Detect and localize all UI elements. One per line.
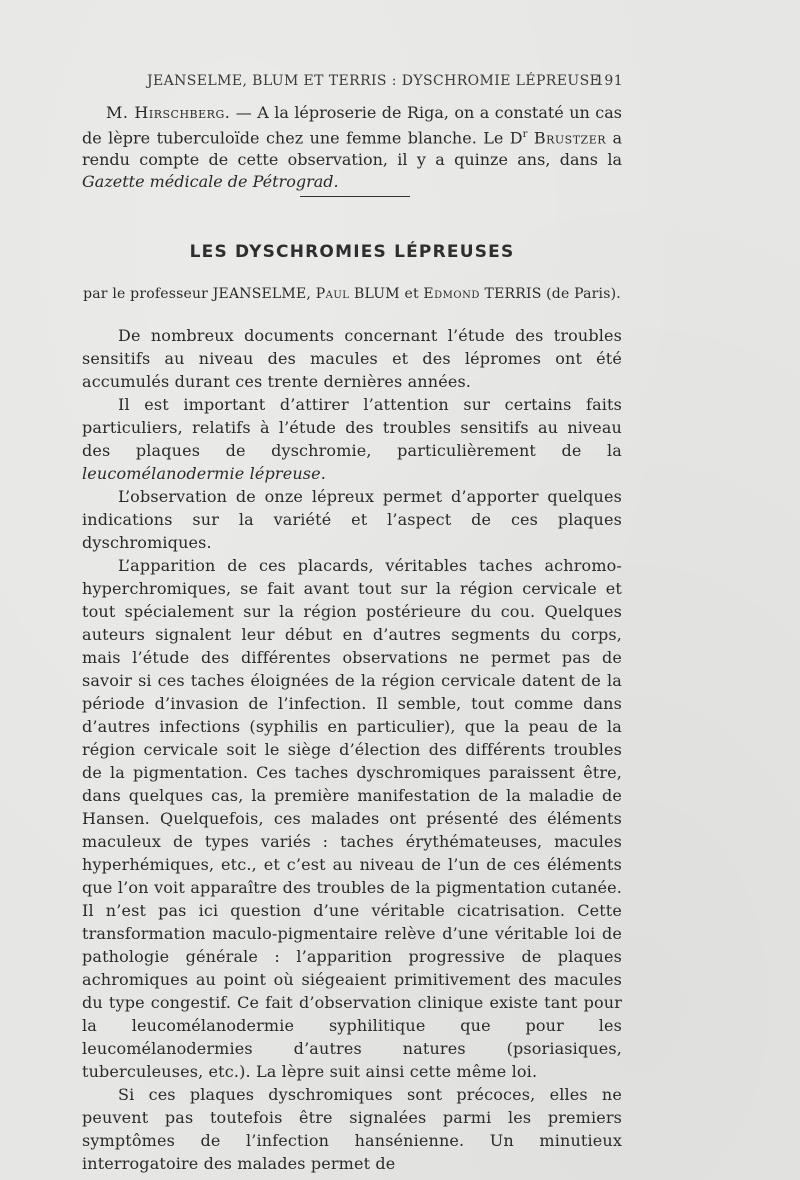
article-byline (82, 286, 622, 302)
paragraph-3: L’observation de onze lépreux permet d’apporter quelques indications sur la variété et l’aspect de ces plaques dyschromiques. (82, 487, 622, 552)
paragraph-4: L’apparition de ces placards, véritables taches achromo-hyperchromiques, se fait avant tout sur la région cervicale et tout spécialement sur la région postérieure du cou. Quelques auteurs signalent leur début en d’autres segments du corps, mais l’étude des différentes observations ne permet pas de savoir si ces taches éloignées de la région cervicale datent de la période d’invasion de l’infection. Il semble, tout comme dans d’autres infections (syphilis en particulier), que la peau de la région cervicale soit le siège d’élection des différents troubles de la pigmentation. Ces taches dyschromiques paraissent être, dans quelques cas, la première manifestation de la maladie de Hansen. Quelquefois, ces malades ont présenté des éléments maculeux de types variés : taches érythémateuses, macules hyperhémiques, etc., et c’est au niveau de l’un de ces éléments que l’on voit apparaître des troubles de la pigmentation cutanée. Il n’est pas ici question d’une véritable cicatrisation. Cette transformation maculo-pigmentaire relève d’une véritable loi de pathologie générale : l’apparition progressive de plaques achromiques au point où siégeaient primitivement des macules du type congestif. Ce fait d’observation clinique existe tant pour la leucomélanodermie syphilitique que pour les leucomélanodermies d’autres natures (psoriasiques, tuberculeuses, etc.). La lèpre suit ainsi cette même loi. (82, 556, 622, 1081)
paragraph-2 (82, 393, 622, 485)
intro-text-2: a rendu compte de cette observation, il y a quinze ans, dans la (82, 128, 623, 170)
speaker-name: M. Hirschberg. (106, 103, 231, 122)
byline-edmond: Edmond (423, 286, 480, 302)
section-divider (300, 196, 410, 197)
intro-paragraph (82, 102, 622, 193)
paragraph-5: Si ces plaques dyschromiques sont précoces, elles ne peuvent pas toutefois être signalées parmi les premiers symptômes de l’infection hansénienne. Un minutieux interrogatoire des malades permet de (82, 1085, 622, 1173)
running-title: JEANSELME, BLUM ET TERRIS : DYSCHROMIE LÉPREUSE (147, 73, 601, 89)
paragraph-2-text: Il est important d’attirer l’attention sur certains faits particuliers, relatifs à l’étude des troubles sensitifs au niveau des plaques de dyschromie, particulièrement de la (82, 395, 622, 460)
article-title: LES DYSCHROMIES LÉPREUSES (189, 242, 515, 262)
byline-part-2: BLUM et (349, 286, 424, 302)
byline-part-1: par le professeur JEANSELME, (83, 286, 316, 302)
page-number: 191 (595, 73, 623, 89)
byline-paul: Paul (315, 286, 350, 302)
byline-part-3: TERRIS (de Paris). (479, 286, 621, 302)
colleague-name: Brustzer (533, 128, 607, 148)
dr-superscript: r (522, 129, 528, 140)
journal-name: Gazette médicale de Pétrograd. (82, 172, 339, 192)
intro-text-1: — A la léproserie de Riga, on a constaté un cas de lèpre tuberculoïde chez une femme blanche. Le D (82, 103, 622, 148)
paragraph-2-italic: leucomélanodermie lépreuse. (82, 464, 326, 483)
article-body (82, 324, 622, 1175)
paragraph-1: De nombreux documents concernant l’étude des troubles sensitifs au niveau des macules et des lépromes ont été accumulés durant ces trente dernières années. (82, 326, 622, 391)
